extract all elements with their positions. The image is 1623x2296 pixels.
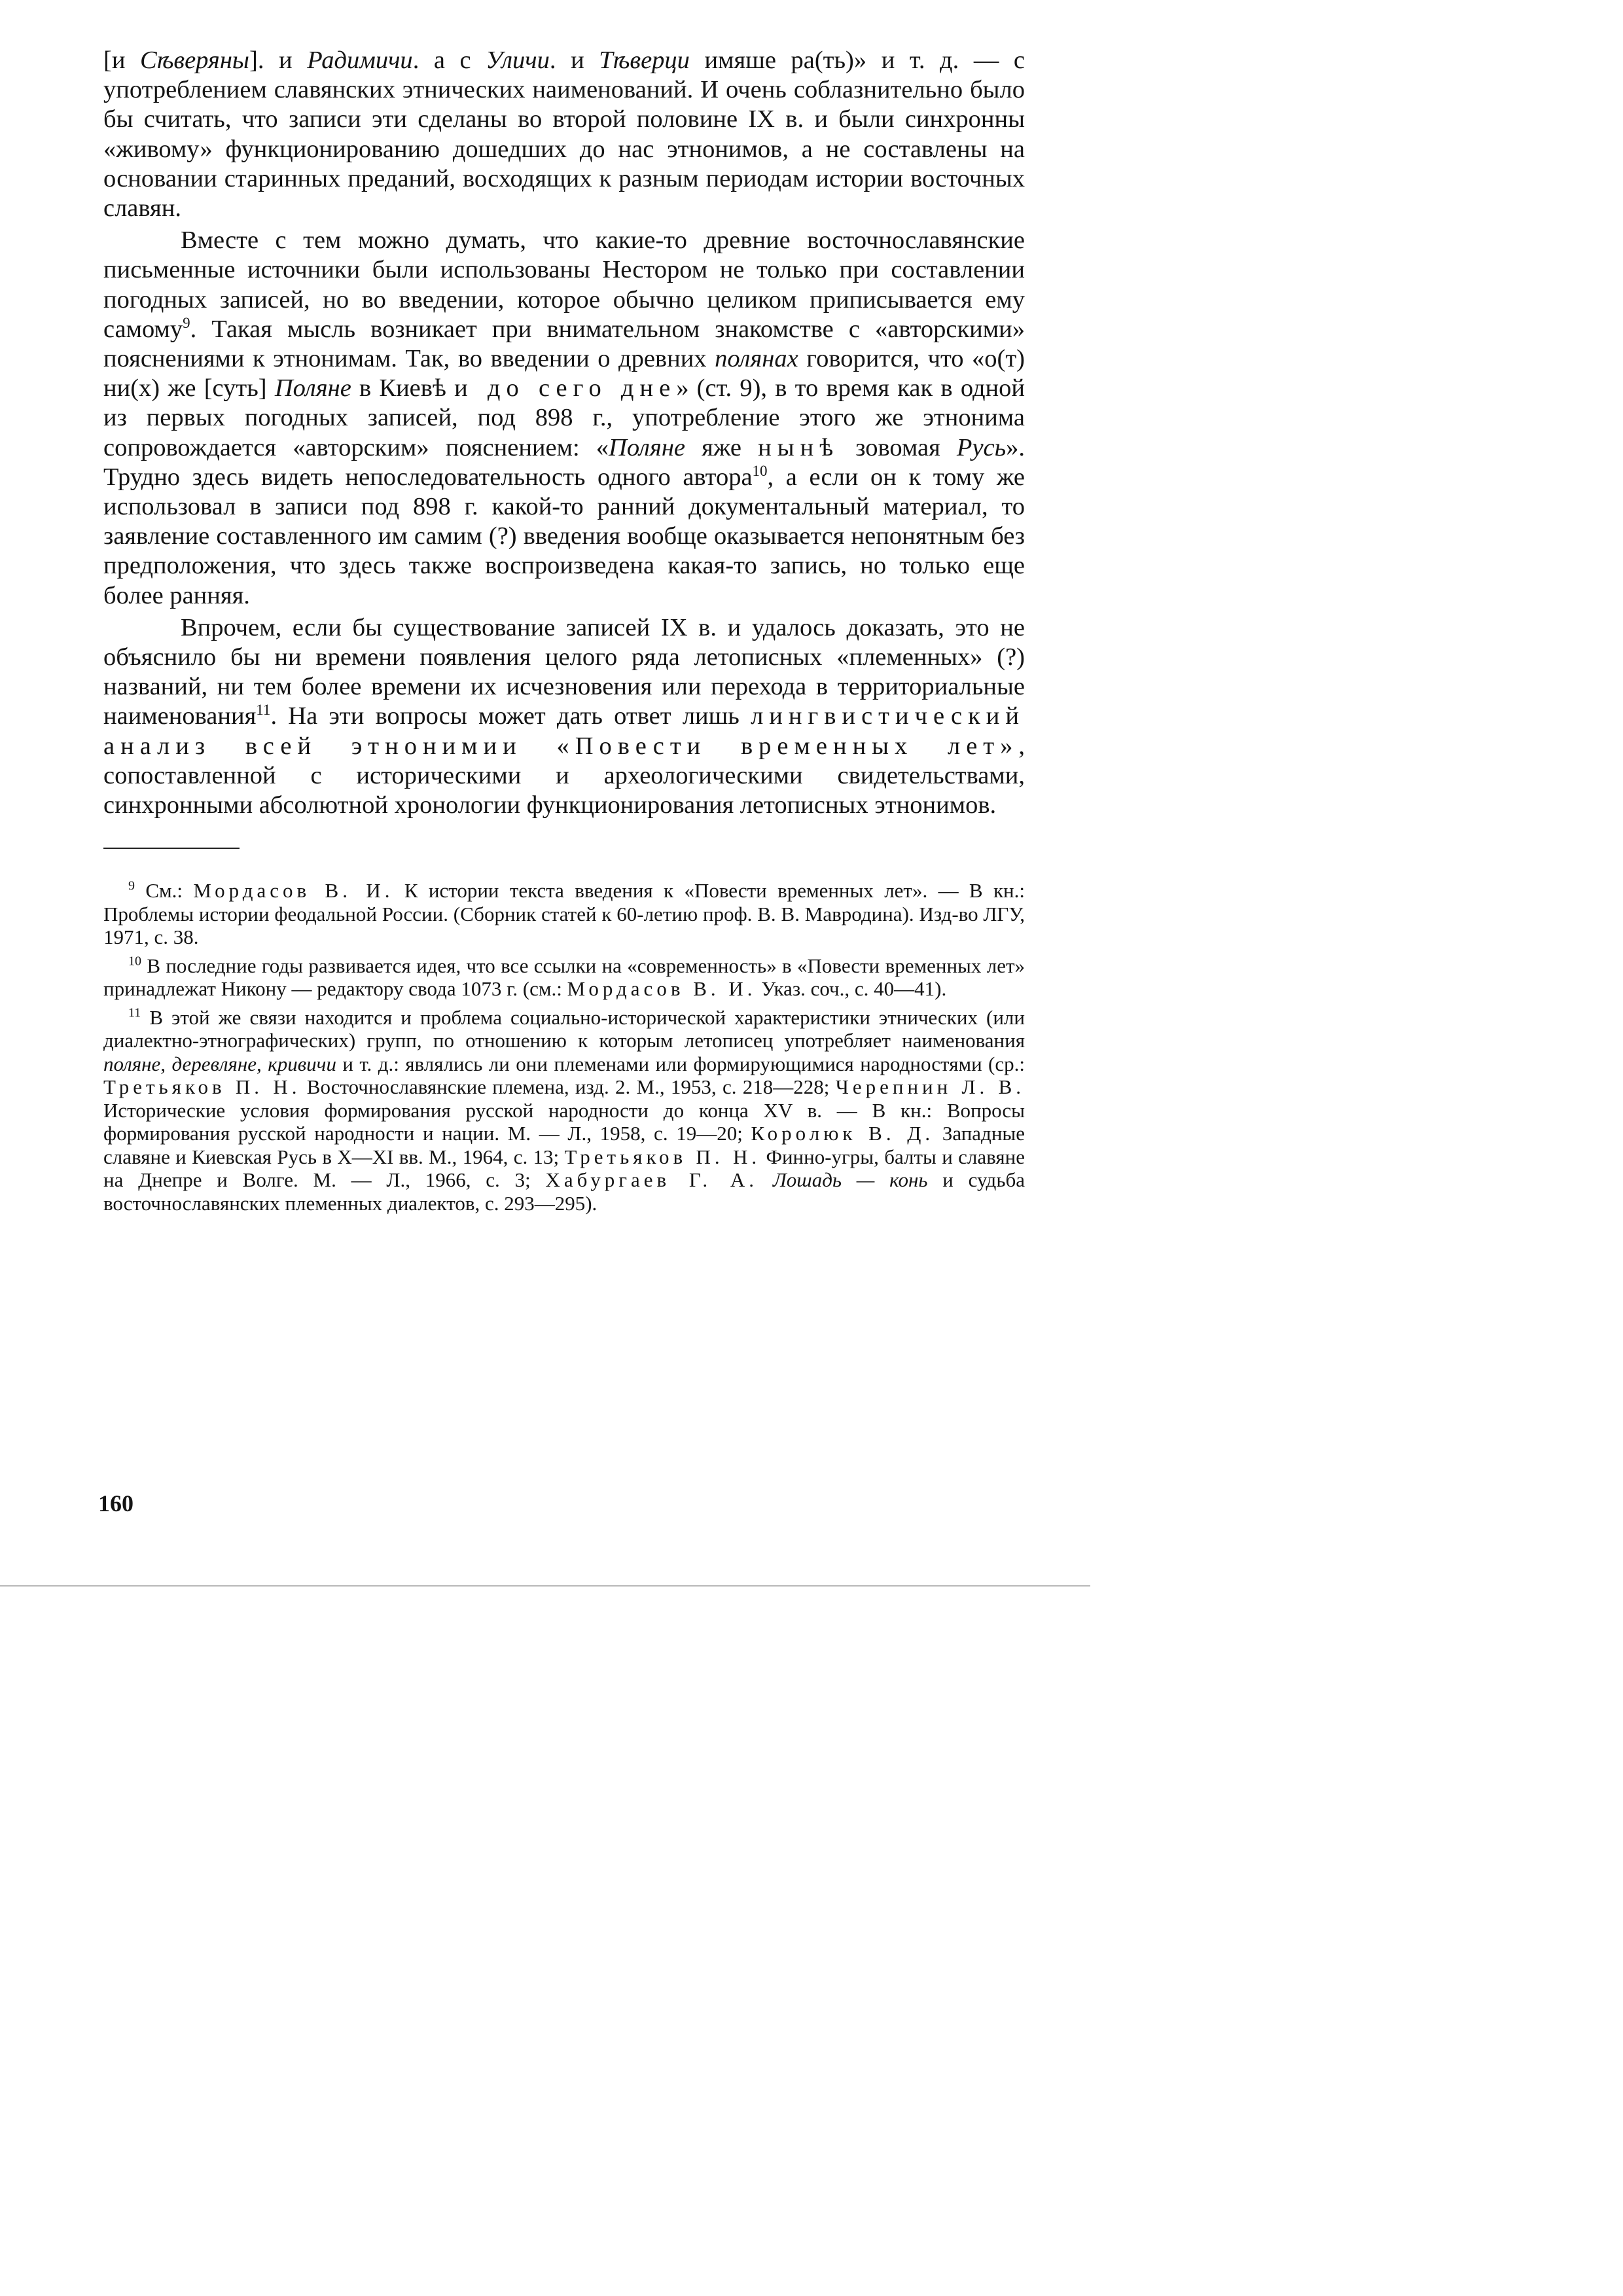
ethnonym: Лошадь — конь: [772, 1168, 928, 1192]
text-run: ». Трудно здесь видеть непоследовательность одного автора: [103, 433, 1026, 491]
text-run: В этой же связи находится и проблема социально-исторической характеристики этнических (или диалектно-этнографических) групп, по отношению к которым летописец употребляет наименования: [103, 1005, 1025, 1052]
spaced-emphasis: и до сего дне: [454, 374, 677, 403]
text-run: и судьба восточнославянских племенных диалектов, с. 293—295).: [103, 1168, 1025, 1215]
text-run: . а с: [412, 46, 486, 74]
spaced-emphasis: лингвистический анализ всей этнонимии «Повести временных лет»: [103, 702, 1025, 760]
ethnonym: поляне, деревляне, кривичи: [103, 1052, 336, 1075]
footnote-9: [103, 879, 1025, 949]
author-name: Третьяков П. Н.: [564, 1145, 761, 1168]
text-run: . Такая мысль возникает при внимательном знакомстве с «авторскими» пояснениями к этнонимам. Так, во введении о древних: [103, 315, 1025, 373]
footnote-mark: 10: [128, 954, 141, 969]
footnotes: [103, 879, 1025, 1215]
author-name: Черепнин Л. В.: [835, 1075, 1026, 1099]
text-run: Финно-угры, балты и славяне на Днепре и Волге. М. — Л., 1966, с. 3;: [103, 1145, 1025, 1192]
text-run: Указ. соч., с. 40—41).: [756, 977, 947, 1001]
footnote-ref: 11: [256, 702, 271, 719]
text-run: и т. д.: являлись ли они племенами или формирующимися народностями (ср.:: [336, 1052, 1026, 1075]
text-run: См.:: [135, 879, 194, 903]
footnote-10: [103, 954, 1025, 1001]
page-bottom-edge: [0, 1585, 1090, 1587]
ethnonym: Поляне: [609, 433, 686, 461]
text-run: яже: [685, 433, 758, 461]
ethnonym: полянах: [715, 345, 798, 373]
text-run: Исторические условия формирования русской народности до конца XV в. — В кн.: Вопросы формирования русской народности и нации. М. — Л., 1958, с. 19—20;: [103, 1098, 1025, 1145]
text-run: . и: [549, 46, 599, 74]
text-run: » (ст. 9), в то время как в одной из первых погодных записей, под 898 г., употребление этого же этнонима сопровождается «авторским» пояснением: «: [103, 374, 1025, 461]
text-run: имяше ра(ть)» и т. д. — с употреблением славянских этнических наименований. И очень соблазнительно было бы считать, что записи эти сделаны во второй половине IX в. и были синхронны «живому» функционированию дошедших до нас этнонимов, а не составлены на основании старинных преданий, восходящих к разным периодам истории восточных славян.: [103, 46, 1025, 223]
page-number: 160: [98, 1490, 134, 1516]
text-run: В последние годы развивается идея, что все ссылки на «современность» в «Повести временных лет» принадлежат Никону — редактору свода 1073 г. (см.:: [103, 954, 1025, 1001]
text-run: в Киевѣ: [351, 374, 455, 403]
text-run: Восточнославянские племена, изд. 2. М., 1953, с. 218—228;: [300, 1075, 836, 1099]
ethnonym: Сѣверяны: [140, 46, 249, 74]
author-name: Королюк В. Д.: [751, 1122, 935, 1145]
page-body: [103, 46, 1025, 1215]
text-run: [и: [103, 46, 141, 74]
footnote-ref: 10: [752, 463, 768, 480]
ethnonym: Тѣверци: [599, 46, 690, 74]
paragraph-1: [103, 46, 1025, 223]
text-run: ]. и: [249, 46, 308, 74]
text-run: Впрочем, если бы существование записей IX в. и удалось доказать, это не объяснило бы ни времени появления целого ряда летописных «племенных» (?) названий, ни тем более времени их исчезновения или перехода в территориальные наименования: [103, 613, 1025, 730]
paragraph-3: [103, 613, 1025, 820]
text-run: , сопоставленной с историческими и археологическими свидетельствами, синхронными абсолютной хронологии функционирования летописных этнонимов.: [103, 732, 1025, 819]
text-run: Западные славяне и Киевская Русь в X—XI вв. М., 1964, с. 13;: [103, 1122, 1025, 1168]
spaced-emphasis: нынѣ: [758, 433, 840, 461]
footnote-11: [103, 1006, 1025, 1215]
footnote-mark: 9: [128, 878, 135, 893]
ethnonym: Уличи: [486, 46, 550, 74]
text-run: Вместе с тем можно думать, что какие-то древние восточнославянские письменные источники были использованы Нестором не только при составлении погодных записей, но во введении, которое обычно целиком приписывается ему самому: [103, 226, 1025, 343]
author-name: Третьяков П. Н.: [103, 1075, 301, 1099]
text-run: говорится, что «о(т) ни(х) же [суть]: [103, 345, 1025, 403]
text-run: К истории текста введения к «Повести временных лет». — В кн.: Проблемы истории феодальной России. (Сборник статей к 60-летию проф. В. В. Мавродина). Изд-во ЛГУ, 1971, с. 38.: [103, 879, 1025, 949]
footnote-divider: [103, 848, 240, 849]
ethnonym: Русь: [956, 433, 1007, 461]
author-name: Мордасов В. И.: [567, 977, 757, 1001]
ethnonym: Радимичи: [307, 46, 413, 74]
text-run: зовомая: [839, 433, 957, 461]
author-name: Хабургаев Г. А.: [545, 1168, 758, 1192]
text-run: . На эти вопросы может дать ответ лишь: [270, 702, 751, 730]
paragraph-2: [103, 226, 1025, 611]
footnote-mark: 11: [128, 1005, 141, 1020]
author-name: Мордасов В. И.: [193, 879, 394, 903]
footnote-ref: 9: [183, 315, 190, 331]
text-run: , а если он к тому же использовал в записи под 898 г. какой-то ранний документальный материал, то заявление составленного им самим (?) введения вообще оказывается непонятным без предположения, что здесь также воспроизведена какая-то запись, но только еще более ранняя.: [103, 463, 1026, 609]
text-run: [758, 1168, 773, 1191]
main-text: [103, 46, 1025, 820]
ethnonym: Поляне: [274, 374, 351, 403]
